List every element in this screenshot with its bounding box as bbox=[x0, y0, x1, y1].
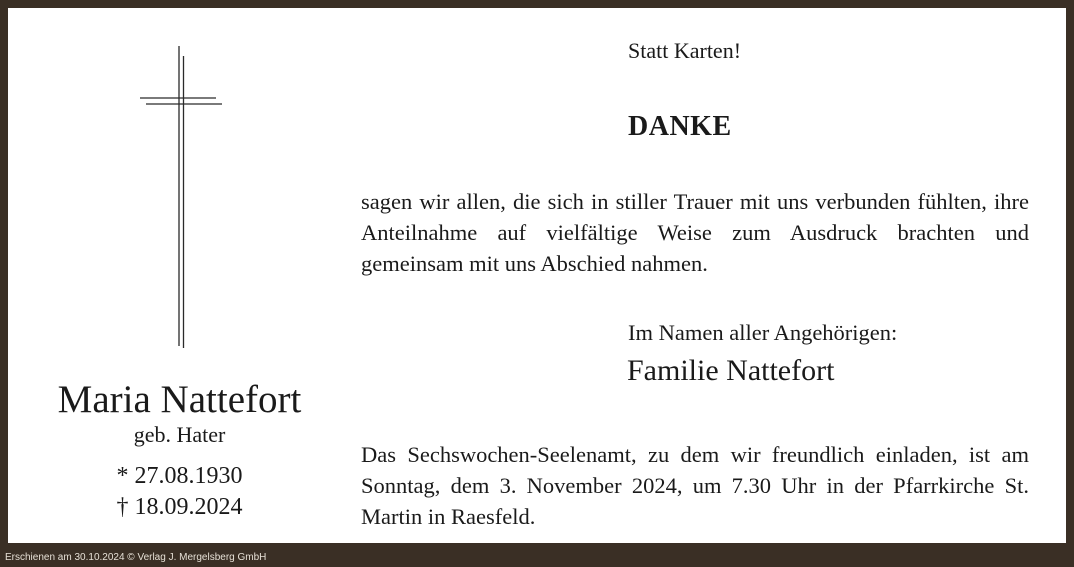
signoff-intro: Im Namen aller Angehörigen: bbox=[628, 320, 898, 345]
death-date: † 18.09.2024 bbox=[116, 494, 243, 520]
birth-date: * 27.08.1930 bbox=[116, 463, 243, 489]
notice-title: DANKE bbox=[628, 111, 732, 142]
deceased-name: Maria Nattefort bbox=[57, 378, 302, 421]
publication-footer: Erschienen am 30.10.2024 © Verlag J. Mergelsberg GmbH bbox=[5, 552, 267, 563]
maiden-name: geb. Hater bbox=[133, 422, 226, 447]
mass-announcement: Das Sechswochen-Seelenamt, zu dem wir freundlich einladen, ist am Sonntag, dem 3. November 2024, um 7.30 Uhr in der Pfarrkirche St. Martin in Raesfeld. bbox=[361, 442, 1029, 529]
family-signature: Familie Nattefort bbox=[627, 354, 835, 387]
obituary-notice bbox=[8, 8, 1066, 543]
thanks-paragraph: sagen wir allen, die sich in stiller Trauer mit uns verbunden fühlten, ihre Anteilnahme auf vielfältige Weise zum Ausdruck brachten und gemeinsam mit uns Abschied nahmen. bbox=[361, 189, 1029, 276]
header-text: Statt Karten! bbox=[628, 38, 742, 63]
